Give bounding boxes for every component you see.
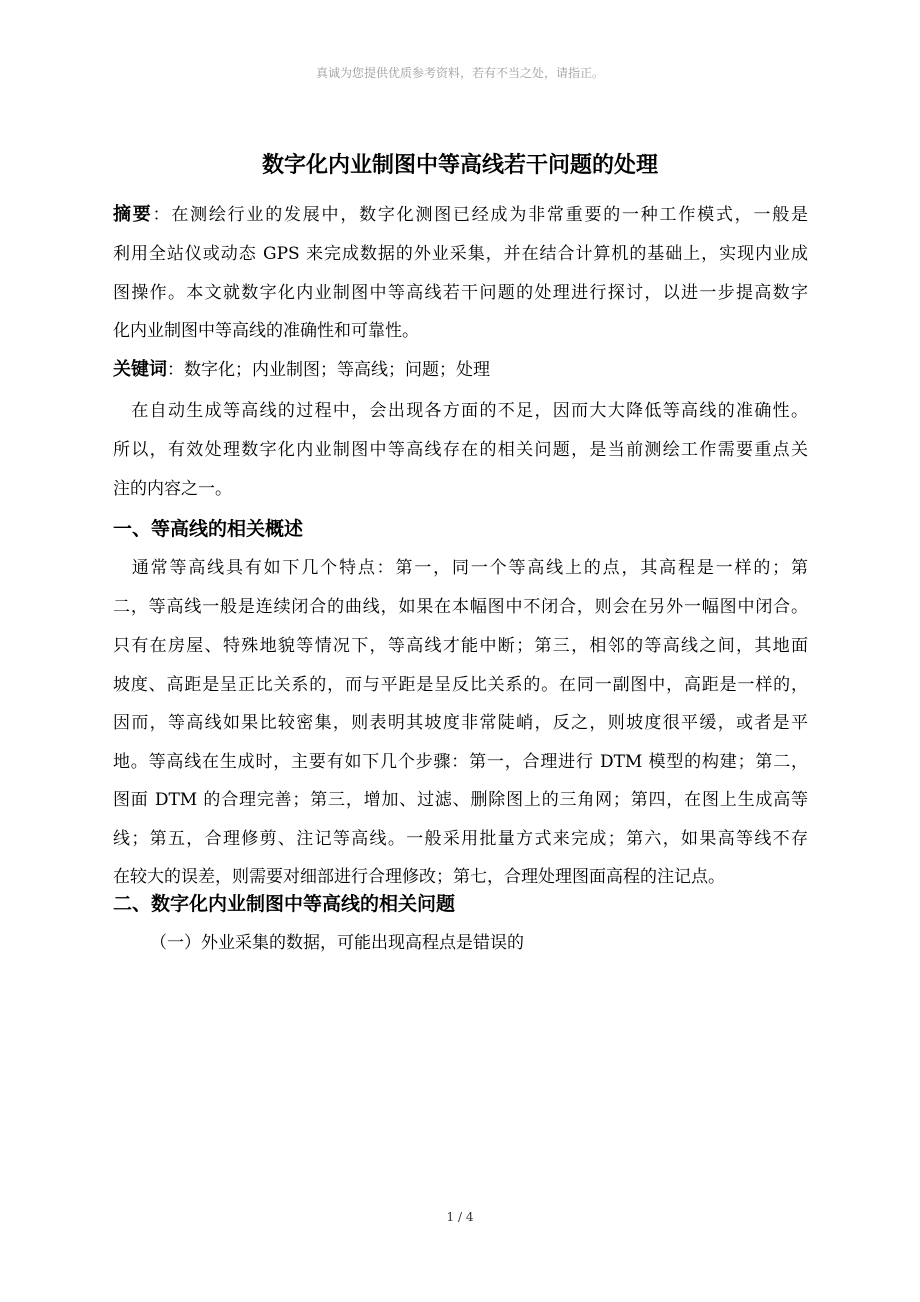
body-line: 二，等高线一般是连续闭合的曲线，如果在本幅图中不闭合，则会在另外一幅图中闭合。	[113, 597, 808, 617]
abstract-line: 化内业制图中等高线的准确性和可靠性。	[113, 321, 419, 341]
body-line: 只有在房屋、特殊地貌等情况下，等高线才能中断；第三，相邻的等高线之间，其地面	[113, 636, 808, 656]
body-line: 通常等高线具有如下几个特点：第一，同一个等高线上的点，其高程是一样的；第	[113, 558, 808, 578]
intro-line: 注的内容之一。	[113, 479, 232, 499]
keywords-text: ：数字化；内业制图；等高线；问题；处理	[167, 360, 490, 380]
abstract-line	[113, 204, 808, 226]
keywords-label: 关键词	[113, 359, 167, 380]
body-line: 坡度、高距是呈正比关系的，而与平距是呈反比关系的。在同一副图中，高距是一样的，	[113, 675, 808, 695]
abstract-line: 图操作。本文就数字化内业制图中等高线若干问题的处理进行探讨，以进一步提高数字	[113, 283, 808, 303]
body-line: 在较大的误差，则需要对细部进行合理修改；第七，合理处理图面高程的注记点。	[113, 867, 725, 887]
intro-line: 在自动生成等高线的过程中，会出现各方面的不足，因而大大降低等高线的准确性。	[113, 401, 808, 421]
body-line: 地。等高线在生成时，主要有如下几个步骤：第一，合理进行 DTM 模型的构建；第二，	[113, 752, 808, 772]
watermark: 真诚为您提供优质参考资料，若有不当之处，请指正。	[315, 66, 604, 80]
section-heading: 一、等高线的相关概述	[113, 518, 304, 540]
abstract-text: ：在测绘行业的发展中，数字化测图已经成为非常重要的一种工作模式，一般是	[152, 205, 809, 225]
abstract-label: 摘要	[113, 204, 153, 225]
keywords-line	[113, 359, 808, 381]
body-line: 图面 DTM 的合理完善；第三，增加、过滤、删除图上的三角网；第四，在图上生成高等	[113, 790, 808, 810]
intro-line: 所以，有效处理数字化内业制图中等高线存在的相关问题，是当前测绘工作需要重点关	[113, 440, 808, 460]
document-title: 数字化内业制图中等高线若干问题的处理	[261, 153, 658, 178]
section-heading: 二、数字化内业制图中等高线的相关问题	[113, 893, 456, 915]
page-number: 1 / 4	[446, 1210, 474, 1224]
body-line: 因而，等高线如果比较密集，则表明其坡度非常陡峭，反之，则坡度很平缓，或者是平	[113, 713, 808, 733]
subheading: （一）外业采集的数据，可能出现高程点是错误的	[150, 933, 524, 953]
body-line: 线；第五，合理修剪、注记等高线。一般采用批量方式来完成；第六，如果高等线不存	[113, 829, 808, 849]
abstract-line: 利用全站仪或动态 GPS 来完成数据的外业采集，并在结合计算机的基础上，实现内业成	[113, 244, 808, 264]
